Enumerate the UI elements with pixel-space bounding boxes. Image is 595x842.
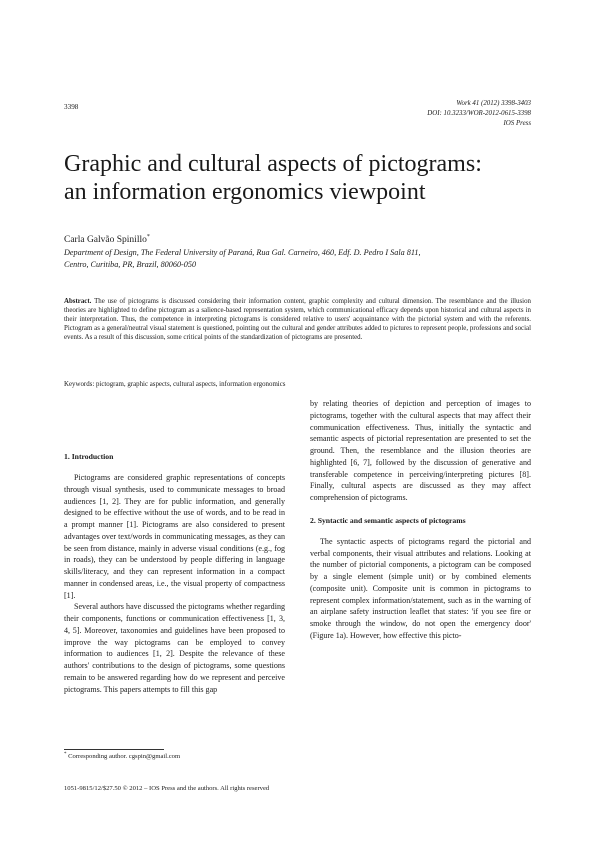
abstract-text: The use of pictograms is discussed considering their information content, graphic complexity and cultural dimension. The resemblance and the illusion theories are highlighted to define pictogram as a salience-based representation system, which communicational efficacy depends upon historical and cultural aspects in their interpretation. Thus, the competence in interpreting pictograms is considered relative to users' acquaintance with the pictorial system and with the referents. Pictogram as a general/neutral visual statement is questioned, pointing out the cultural and gender attributes added to pictures to represent people, professions and social events. As a result of this discussion, some critical points of the standardization of pictograms are presented. (64, 298, 531, 342)
title-line-2: an information ergonomics viewpoint (64, 179, 426, 205)
paper-title (64, 150, 544, 206)
keywords: Keywords: pictogram, graphic aspects, cultural aspects, information ergonomics (64, 381, 286, 388)
page-number: 3398 (64, 103, 79, 111)
intro-paragraph-continuation: by relating theories of depiction and perception of images to pictograms, together with the cultural aspects that may affect their communication effectiveness. Thus, initially the syntactic and semantic aspects of pictorial representation are presented to set the ground. Then, the resemblance and the illusion theories are highlighted [6, 7], followed by the discussion of generative and transferable competence in perceiving/interpreting pictures [8]. Finally, cultural aspects are discussed as they may affect comprehension of pictograms. (310, 399, 531, 502)
journal-info (427, 99, 531, 128)
affiliation (64, 247, 544, 271)
footnote-divider (64, 749, 164, 750)
author-name: Carla Galvão Spinillo (64, 235, 147, 245)
copyright-line: 1051-9815/12/$27.50 © 2012 – IOS Press and the authors. All rights reserved (64, 785, 270, 792)
left-column (64, 451, 285, 695)
author (64, 235, 150, 245)
section-heading-syntactic: 2. Syntactic and semantic aspects of pictograms (310, 515, 466, 525)
footnote-marker: * (64, 752, 67, 757)
journal-citation: Work 41 (2012) 3398-3403 (456, 100, 531, 107)
intro-paragraph-2: Several authors have discussed the pictograms whether regarding their components, functions or communication effectiveness [1, 3, 4, 5]. Moreover, taxonomies and guidelines have been proposed to improve the way pictograms can be employed to convey information to audiences [1, 2]. Despite the relevance of these authors' contributions to the design of pictograms, some questions remain to be answered regarding how do we represent and perceive pictograms. This papers attempts to fill this gap (64, 602, 285, 694)
syntactic-paragraph-1: The syntactic aspects of pictograms regard the pictorial and verbal components, their visual attributes and relations. Looking at the number of pictorial components, a pictogram can be composed by a single element (simple unit) or by combined elements (composite unit). Composite unit is common in pictograms to represent complex information/statement, such as in the warning of an airplane safety instruction leaflet that states: 'if you see fire or smoke through the window, do not open the emergency door' (Figure 1a). However, how effective this picto- (310, 536, 531, 640)
footnote (64, 753, 180, 760)
intro-paragraph-1: Pictograms are considered graphic representations of concepts through visual synthesis, used to communicate messages to broad audiences [1, 2]. They are for public information, and generally designed to be effective without the use of words, and to be read in a prompt manner [1]. Pictograms are also considered to present advantages over text/words in communicating messages, as they can be seen from distance, mainly in adverse visual conditions (e.g., fog in roads), they can be understood by people differing in language skills/literacy, and they can represent information in a compact manner in condensed areas, i.e., the visual property of compactness [1]. (64, 473, 285, 600)
affiliation-line-1: Department of Design, The Federal University of Paraná, Rua Gal. Carneiro, 460, Edf. D. Pedro I Sala 811, (64, 248, 421, 257)
affiliation-line-2: Centro, Curitiba, PR, Brazil, 80060-050 (64, 259, 197, 269)
abstract (64, 297, 531, 342)
journal-publisher: IOS Press (503, 119, 531, 127)
title-line-1: Graphic and cultural aspects of pictograms: (64, 151, 482, 177)
journal-doi: DOI: 10.3233/WOR-2012-0615-3398 (427, 109, 531, 117)
right-column (310, 398, 531, 642)
author-footnote-marker: * (146, 234, 150, 240)
footnote-text: Corresponding author. cgspin@gmail.com (68, 753, 181, 760)
section-heading-introduction: 1. Introduction (64, 452, 114, 461)
abstract-label: Abstract. (64, 298, 92, 305)
